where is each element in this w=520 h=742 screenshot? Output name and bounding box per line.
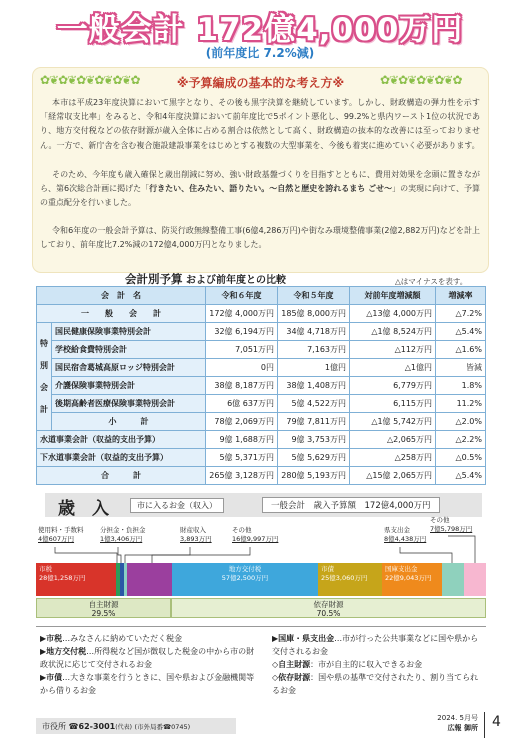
- revenue-sub-label: 市に入るお金（収入）: [130, 498, 224, 513]
- table-cell: △13億 4,000万円: [350, 305, 436, 323]
- intro-paragraph-3: 令和6年度の一般会計予算は、防災行政無線整備工事(6億4,286万円)や街なみ環境整備事業(2億2,882万円)などを計上しており、前年度比7.2%減の172億4,000万円となりました。: [40, 226, 480, 250]
- callout-value: 4億607万円: [38, 535, 75, 543]
- table-cell: 5億 5,629万円: [278, 449, 350, 467]
- callout-label: 分担金・負担金: [100, 526, 146, 534]
- callout-value: 3,893万円: [180, 535, 212, 543]
- segment-value: 57億2,500万円: [221, 574, 269, 582]
- footer-phone-note: (代表): [115, 724, 132, 731]
- table-cell: △5.4%: [436, 323, 486, 341]
- table-cell: △15億 2,065万円: [350, 467, 436, 485]
- definitions-divider: [36, 626, 486, 627]
- segment-value: 25億3,060万円: [321, 574, 368, 582]
- segment-label: 市債: [321, 565, 334, 573]
- table-cell: 6,779万円: [350, 377, 436, 395]
- table-header-cell: 令和６年度: [206, 287, 278, 305]
- table-row-label: 合 計: [37, 467, 206, 485]
- segment-national-subsidy: [382, 563, 442, 596]
- table-cell: △2.0%: [436, 413, 486, 431]
- table-title-main: 会計別予算: [125, 272, 183, 286]
- table-cell: 6億 637万円: [206, 395, 278, 413]
- table-row-label: 水道事業会計（収益的支出予算）: [37, 431, 206, 449]
- own-revenue-bar: [36, 598, 171, 618]
- definition-desc: ：市が自主的に収入できるお金: [310, 660, 423, 669]
- callout-value: 8億4,438万円: [384, 535, 427, 543]
- definition-term: ▶地方交付税: [40, 647, 87, 656]
- table-row-label: 国民宿舎葛城高原ロッジ特別会計: [52, 359, 206, 377]
- table-row-label: 一 般 会 計: [37, 305, 206, 323]
- footer-issue: [418, 713, 478, 733]
- segment-local-allocation-tax: [172, 563, 318, 596]
- table-header-cell: 対前年度増減額: [350, 287, 436, 305]
- definition-item: [40, 645, 255, 671]
- table-cell: 32億 6,194万円: [206, 323, 278, 341]
- definition-desc: …市が行った公共事業などに国や県から交付されるお金: [272, 634, 479, 656]
- dependent-revenue-bar: [171, 598, 486, 618]
- segment-other-1: [127, 563, 172, 596]
- table-cell: △1億円: [350, 359, 436, 377]
- intro-p2-text-a: そのため、今年度も歳入確保と歳出削減に努め、強い財政基盤づくりを目指すとともに、費用対効果を念頭に置きながら、第6次総合計画に掲げた「: [40, 170, 480, 194]
- table-note: △はマイナスを表す。: [395, 277, 468, 286]
- segment-other-2: [464, 563, 486, 596]
- table-cell: 7,051万円: [206, 341, 278, 359]
- table-cell: △1.6%: [436, 341, 486, 359]
- own-revenue-pct: 29.5%: [91, 609, 116, 618]
- table-row-label: 学校給食費特別会計: [52, 341, 206, 359]
- table-cell: 185億 8,000万円: [278, 305, 350, 323]
- footer-ext: (市外局番: [134, 723, 164, 731]
- table-cell: 5億 4,522万円: [278, 395, 350, 413]
- definition-term: ▶市債: [40, 673, 63, 682]
- page-title: 一般会計 172億4,000万円: [56, 12, 464, 48]
- dependent-revenue-pct: 70.5%: [316, 609, 341, 618]
- segment-value: 28億1,258万円: [39, 574, 86, 582]
- table-cell: 265億 3,128万円: [206, 467, 278, 485]
- definition-term: ▶市税: [40, 634, 63, 643]
- callout-label: その他: [430, 516, 450, 524]
- table-cell: △1億 5,742万円: [350, 413, 436, 431]
- callout-label: 使用料・手数料: [38, 526, 84, 534]
- table-cell: 78億 2,069万円: [206, 413, 278, 431]
- table-cell: 9億 3,753万円: [278, 431, 350, 449]
- definition-item: [272, 658, 482, 671]
- table-header-cell: 令和５年度: [278, 287, 350, 305]
- table-cell: 38億 8,187万円: [206, 377, 278, 395]
- table-cell: 6,115万円: [350, 395, 436, 413]
- table-cell: △2.2%: [436, 431, 486, 449]
- definition-item: [272, 671, 482, 697]
- phone-icon: ☎: [68, 722, 79, 731]
- segment-city-tax: [36, 563, 116, 596]
- own-revenue-label: 自主財源: [88, 600, 119, 609]
- segment-label: 市税: [39, 565, 52, 573]
- callout-label: その他: [232, 526, 252, 534]
- page-subtitle: (前年度比 7.2%減): [205, 46, 315, 60]
- intro-p2-slogan: 行きたい、住みたい、語りたい。〜自然と歴史を誇れるまち ごせ〜: [149, 184, 393, 194]
- definition-desc: …所得税など国が徴収した税金の中から市の財政状況に応じて交付されるお金: [40, 647, 255, 669]
- phone-icon-small: ☎: [163, 723, 172, 731]
- table-row-label: 介護保険事業特別会計: [52, 377, 206, 395]
- table-cell: 1億円: [278, 359, 350, 377]
- page-divider: [484, 712, 485, 738]
- table-cell: △1億 8,524万円: [350, 323, 436, 341]
- callout-value: 7億5,798万円: [430, 525, 473, 533]
- callout-value: 1億3,406万円: [100, 535, 143, 543]
- definition-desc: …みなさんに納めていただく税金: [62, 634, 183, 643]
- table-cell: △0.5%: [436, 449, 486, 467]
- revenue-label: 歳 入: [58, 499, 109, 519]
- table-cell: 7,163万円: [278, 341, 350, 359]
- special-accounts-label: 特別会計: [37, 323, 52, 431]
- definition-item: [40, 632, 255, 645]
- segment-city-bonds: [318, 563, 382, 596]
- footer-office: 市役所: [42, 722, 66, 731]
- definition-desc: …大きな事業を行うときに、国や県および金融機関等から借りるお金: [40, 673, 255, 695]
- definition-term: ◇自主財源: [272, 660, 311, 669]
- definitions-right: [272, 632, 482, 697]
- table-title-sub: および前年度との比較: [182, 275, 286, 286]
- revenue-bar: [36, 563, 486, 596]
- callout-value: 16億9,997万円: [232, 535, 279, 543]
- table-cell: 0円: [206, 359, 278, 377]
- table-cell: 280億 5,193万円: [278, 467, 350, 485]
- table-cell: △5.4%: [436, 467, 486, 485]
- table-cell: △258万円: [350, 449, 436, 467]
- intro-paragraph-1: 本市は平成23年度決算において黒字となり、その後も黒字決算を継続しています。しかし、財政構造の弾力性を示す「経常収支比率」をみると、令和4年度決算において前年度比で5ポイント悪化し、99.2%と県内ワースト1位の状況であり、地方交付税などの依存財源が歳入全体に占める割合は依然として高く、財政構造の抜本的な改善には至っておりません。一方で、新庁舎を含む複合施設建設事業をはじめとする複数の大型事業を、今後も着実に進めていく必要があります。: [40, 98, 480, 150]
- revenue-total: 一般会計 歳入予算額 172億4,000万円: [262, 497, 440, 513]
- table-cell: △2,065万円: [350, 431, 436, 449]
- table-cell: 34億 4,718万円: [278, 323, 350, 341]
- publication-name: 広報 御所: [447, 724, 478, 732]
- table-cell: 1.8%: [436, 377, 486, 395]
- segment-value: 22億9,043万円: [385, 574, 432, 582]
- footer-ext-num: 0745): [171, 723, 191, 731]
- table-cell: 皆減: [436, 359, 486, 377]
- vine-decoration-right: ✿❦✿❦✿❦✿❦✿: [380, 73, 462, 87]
- footer-contact: [36, 718, 236, 734]
- table-cell: 5億 5,371万円: [206, 449, 278, 467]
- page-number: 4: [492, 714, 501, 730]
- issue-date: 2024. 5月号: [437, 714, 478, 722]
- table-cell: △7.2%: [436, 305, 486, 323]
- vine-decoration-left: ✿❦✿❦✿❦✿❦✿❦✿: [40, 73, 140, 87]
- table-header-cell: 増減率: [436, 287, 486, 305]
- segment-label: 国庫支出金: [385, 565, 418, 573]
- table-header-cell: 会 計 名: [37, 287, 206, 305]
- segment-prefecture-subsidy: [442, 563, 464, 596]
- definition-item: [40, 671, 255, 697]
- table-cell: △112万円: [350, 341, 436, 359]
- definition-item: [272, 632, 482, 658]
- callout-label: 財産収入: [180, 526, 206, 534]
- table-cell: 38億 1,408万円: [278, 377, 350, 395]
- table-cell: 9億 1,688万円: [206, 431, 278, 449]
- intro-heading: ※予算編成の基本的な考え方※: [176, 76, 345, 90]
- footer-phone: 62-3001: [78, 722, 116, 731]
- table-row-label: 下水道事業会計（収益的支出予算）: [37, 449, 206, 467]
- table-cell: 79億 7,811万円: [278, 413, 350, 431]
- segment-label: 地方交付税: [228, 565, 262, 573]
- definition-term: ◇依存財源: [272, 673, 311, 682]
- callout-label: 県支出金: [384, 526, 410, 534]
- intro-p2-text-c: 」の実現に向けて、予算の重点配分を行いました。: [40, 184, 480, 208]
- definition-term: ▶国庫・県支出金: [272, 634, 335, 643]
- dependent-revenue-label: 依存財源: [313, 600, 344, 609]
- table-cell: 172億 4,000万円: [206, 305, 278, 323]
- table-cell: 11.2%: [436, 395, 486, 413]
- table-row-label: 国民健康保険事業特別会計: [52, 323, 206, 341]
- table-row-label: 小 計: [52, 413, 206, 431]
- table-row-label: 後期高齢者医療保険事業特別会計: [52, 395, 206, 413]
- definition-desc: ：国や県の基準で交付されたり、割り当てられるお金: [272, 673, 479, 695]
- definitions-left: [40, 632, 255, 697]
